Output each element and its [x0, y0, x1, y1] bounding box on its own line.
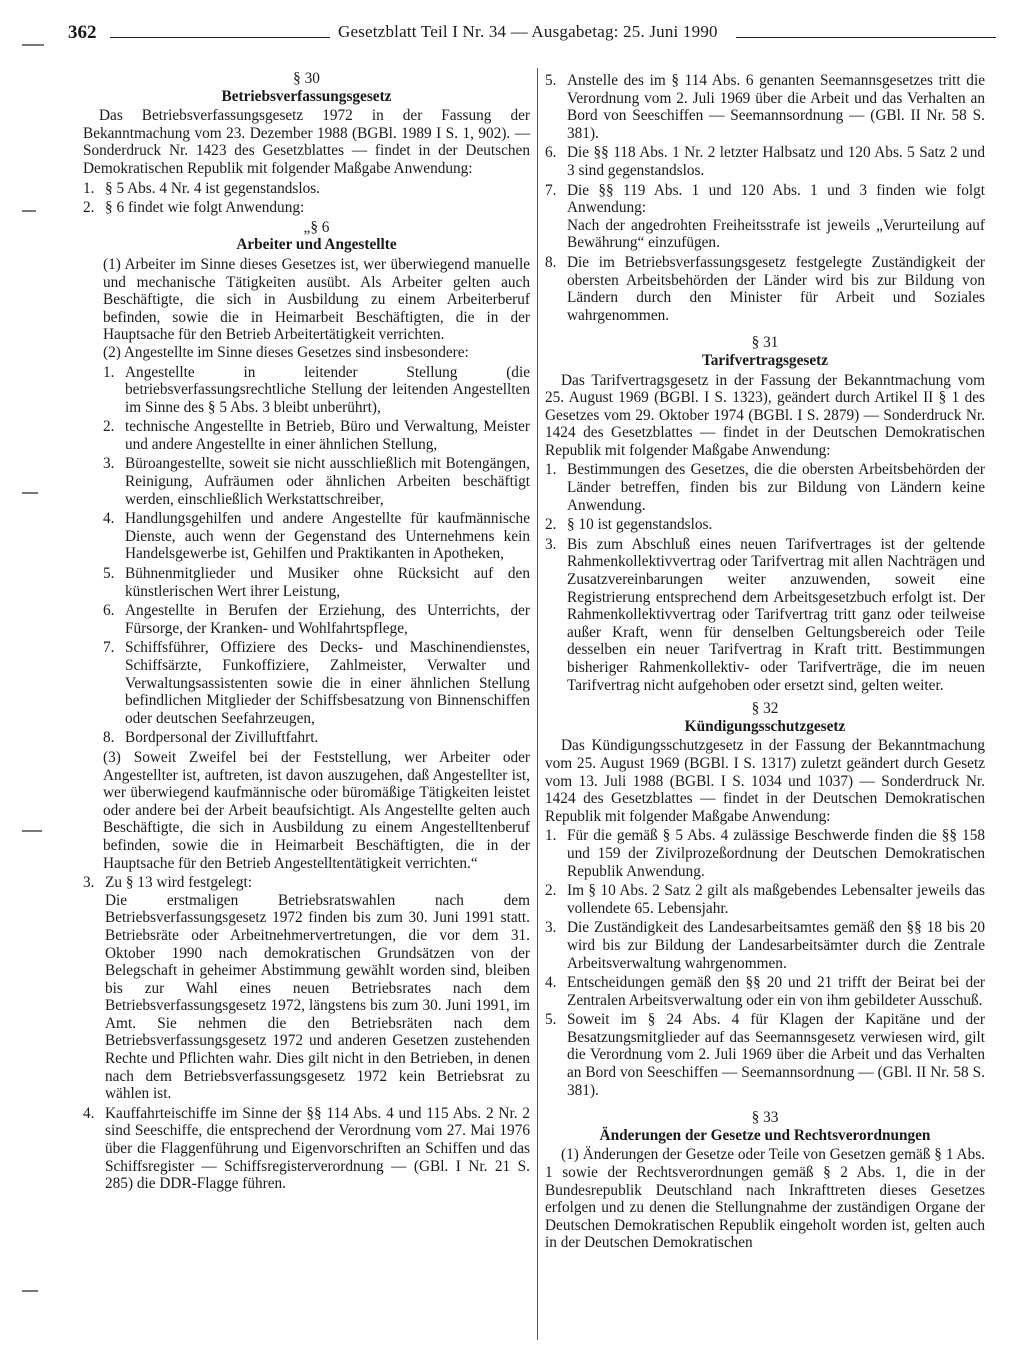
- page-header: [68, 22, 988, 48]
- paragraph: (1) Änderungen der Gesetze oder Teile von Gesetzen gemäß § 1 Abs. 1 sowie der Rechtsverordnungen gemäß § 2 Abs. 1, die in der Bundesrepublik Deutschland nach Inkrafttreten dieses Gesetzes erfolgen und zu denen die Stellungnahme der zuständigen Organe der Deutschen Demokratischen Republik eingeholt worden ist, gelten auch in der Deutschen Demokratischen: [545, 1146, 985, 1252]
- item-text: Schiffsführer, Offiziere des Decks- und Maschinendienstes, Schiffsärzte, Funkoffiziere, Zahlmeister, Verwalter und Verwaltungsassistenten sowie die in einer ähnlichen Stellung befindlichen Mitglieder der Schiffsbesatzung von Binnenschiffen oder deutschen Seefahrzeugen,: [125, 639, 530, 727]
- running-head: Gesetzblatt Teil I Nr. 34 — Ausgabetag: 25. Juni 1990: [338, 22, 718, 41]
- list-item: [103, 364, 530, 417]
- paragraph: (3) Soweit Zweifel bei der Feststellung, wer Arbeiter oder Angestellter ist, auftreten, ist davon auszugehen, daß Angestellter ist, wer überwiegend kaufmännische oder büromäßige Tätigkeiten leistet oder andere bei der Arbeit beaufsichtigt. Als Angestellte gelten auch Beschäftigte, die sich in Ausbildung zu einem Angestelltenberuf befinden, sowie die in Heimarbeit Beschäftigten, die in der Hauptsache für den Betrieb Angestelltentätigkeit verrichten.“: [103, 748, 530, 872]
- item-text: Büroangestellte, soweit sie nicht ausschließlich mit Botengängen, Reinigung, Aufräumen oder ähnlichen Arbeiten beschäftigt werden, einschließlich Werkstattschreiber,: [125, 455, 530, 508]
- margin-mark: [22, 1290, 38, 1292]
- list-item: [103, 510, 530, 563]
- item-number: 6.: [103, 602, 115, 620]
- list-item: [545, 974, 985, 1009]
- item-text: Für die gemäß § 5 Abs. 4 zulässige Beschwerde finden die §§ 158 und 159 der Zivilprozeßordnung der Deutschen Demokratischen Republik Anwendung.: [567, 827, 985, 880]
- margin-mark: [22, 830, 42, 832]
- section-title: Betriebsverfassungsgesetz: [221, 87, 392, 105]
- item-text: § 6 findet wie folgt Anwendung:: [105, 199, 305, 217]
- section-intro: Das Tarifvertragsgesetz in der Fassung der Bekanntmachung vom 25. August 1969 (BGBl. I S. 1323), geändert durch Artikel II § 1 des Gesetzes vom 29. Oktober 1974 (BGBl. I S. 2879) — Sonderdruck Nr. 1424 des Gesetzblattes — findet in der Deutschen Demokratischen Republik mit folgender Maßgabe Anwendung:: [545, 371, 985, 459]
- item-text: Entscheidungen gemäß den §§ 20 und 21 trifft der Beirat bei der Zentralen Arbeitsverwaltung oder ein von ihm gebildeter Ausschuß.: [567, 974, 985, 1009]
- list-item: [545, 882, 985, 917]
- list-item: [545, 72, 985, 142]
- section-intro: Das Kündigungsschutzgesetz in der Fassung der Bekanntmachung vom 25. August 1969 (BGBl. I S. 1317) zuletzt geändert durch Gesetz vom 13. Juli 1988 (BGBl. I S. 1034 und 1037) — Sonderdruck Nr. 1424 des Gesetzblattes — findet in der Deutschen Demokratischen Republik mit folgender Maßgabe Anwendung:: [545, 737, 985, 825]
- section-heading: § 31: [751, 334, 779, 352]
- list-item: [545, 1011, 985, 1099]
- list-item: [103, 565, 530, 600]
- item-text: Die Zuständigkeit des Landesarbeitsamtes gemäß den §§ 18 bis 20 wird bis zur Bildung der Landesarbeitsämter durch die Zentrale Arbeitsverwaltung wahrgenommen.: [567, 919, 985, 972]
- item-lead: Die §§ 119 Abs. 1 und 120 Abs. 1 und 3 finden wie folgt Anwendung:: [567, 181, 985, 217]
- list-item: [103, 639, 530, 727]
- header-rule-left: [110, 37, 330, 38]
- item-text: Bordpersonal der Zivilluftfahrt.: [125, 729, 319, 747]
- list-item: [545, 516, 985, 534]
- list-item: [83, 180, 530, 198]
- item-number: 2.: [545, 882, 557, 900]
- item-text: Im § 10 Abs. 2 Satz 2 gilt als maßgebendes Lebensalter jeweils das vollendete 65. Lebensjahr.: [567, 882, 985, 917]
- list-item: [103, 602, 530, 637]
- list-item: [83, 199, 530, 217]
- item-number: 3.: [103, 455, 115, 473]
- list-item: [545, 254, 985, 324]
- page-number: 362: [68, 22, 97, 43]
- quoted-section: [103, 219, 530, 872]
- right-column: [545, 70, 985, 1252]
- item-text: § 5 Abs. 4 Nr. 4 ist gegenstandslos.: [105, 179, 321, 197]
- item-number: 7.: [545, 181, 557, 199]
- list-item: [545, 461, 985, 514]
- item-number: 4.: [103, 510, 115, 528]
- list-item: [545, 182, 985, 252]
- quoted-section-title: Arbeiter und Angestellte: [236, 236, 397, 254]
- item-number: 2.: [545, 516, 557, 534]
- item-text: [567, 182, 985, 252]
- list-item: [545, 827, 985, 880]
- item-text: Die §§ 118 Abs. 1 Nr. 2 letzter Halbsatz und 120 Abs. 5 Satz 2 und 3 sind gegenstandslos.: [567, 144, 985, 179]
- list-item: [545, 144, 985, 179]
- quoted-section-heading: „§ 6: [303, 218, 330, 236]
- section-title: Kündigungsschutzgesetz: [684, 717, 846, 735]
- item-text: Angestellte in leitender Stellung (die betriebsverfassungsrechtliche Stellung der leitenden Angestellten im Sinne des § 5 Abs. 3 bleibt unberührt),: [125, 363, 530, 416]
- item-number: 2.: [103, 418, 115, 436]
- list-item: [103, 418, 530, 453]
- margin-mark: [22, 44, 44, 46]
- item-number: 1.: [83, 179, 95, 197]
- section-title: Änderungen der Gesetze und Rechtsverordnungen: [599, 1126, 931, 1144]
- paragraph: (1) Arbeiter im Sinne dieses Gesetzes ist, wer überwiegend manuelle und mechanische Tätigkeiten ausübt. Als Arbeiter gelten auch Beschäftigte, die sich in Ausbildung zu einem Arbeiterberuf befinden, sowie die in Heimarbeit Beschäftigten, die in der Hauptsache für den Betrieb Arbeitertätigkeit verrichten.: [103, 255, 530, 344]
- header-rule-right: [736, 37, 996, 38]
- item-text: [105, 874, 530, 1103]
- section-heading: § 32: [751, 700, 779, 718]
- list-item: [545, 536, 985, 694]
- item-text: technische Angestellte in Betrieb, Büro und Verwaltung, Meister und andere Angestellte in einer ähnlichen Stellung,: [125, 418, 530, 453]
- column-separator: [537, 68, 538, 1340]
- item-text: Kauffahrteischiffe im Sinne der §§ 114 Abs. 4 und 115 Abs. 2 Nr. 2 sind Seeschiffe, die entsprechend der Verordnung vom 27. Mai 1976 über die Flaggenführung und Eigenvorschriften an Schiffen und das Schiffsregister — Schiffsregisterverordnung — (GBl. I Nr. 21 S. 285) die DDR-Flagge führen.: [105, 1104, 530, 1193]
- item-number: 1.: [103, 363, 115, 381]
- item-text: Angestellte in Berufen der Erziehung, des Unterrichts, der Fürsorge, der Kranken- und Wohlfahrtspflege,: [125, 602, 530, 637]
- item-text: Anstelle des im § 114 Abs. 6 genanten Seemannsgesetzes tritt die Verordnung vom 2. Juli 1969 über die Arbeit und das Verhalten an Bord von Seeschiffen — Seemannsordnung — (GBl. II Nr. 58 S. 381).: [567, 72, 985, 142]
- item-number: 8.: [545, 253, 557, 271]
- margin-mark: [22, 492, 38, 494]
- item-number: 5.: [545, 1011, 557, 1029]
- item-number: 1.: [545, 827, 557, 845]
- item-number: 4.: [545, 974, 557, 992]
- item-number: 2.: [83, 199, 95, 217]
- item-body: Die erstmaligen Betriebsratswahlen nach dem Betriebsverfassungsgesetz 1972 finden bis zum 30. Juni 1991 statt. Betriebsräte oder Arbeitnehmervertretungen, die vor dem 31. Oktober 1990 nach demokratischen Grundsätzen von der Belegschaft in geheimer Abstimmung gewählt worden sind, bleiben bis zur Wahl eines neuen Betriebsrates nach dem Betriebsverfassungsgesetz 1972, längstens bis zum 30. Juni 1991, im Amt. Sie nehmen die den Betriebsräten nach dem Betriebsverfassungsgesetz 1972 und anderen Gesetzen zustehenden Rechte und Pflichten wahr. Dies gilt nicht in den Betrieben, in denen nach dem Betriebsverfassungsgesetz 1972 kein Betriebsrat zu wählen ist.: [105, 891, 530, 1103]
- margin-mark: [22, 210, 36, 212]
- item-lead: Zu § 13 wird festgelegt:: [105, 874, 252, 892]
- item-number: 6.: [545, 144, 557, 162]
- paragraph: (2) Angestellte im Sinne dieses Gesetzes sind insbesondere:: [103, 343, 469, 361]
- item-number: 1.: [545, 461, 557, 479]
- item-number: 3.: [545, 919, 557, 937]
- item-text: Die im Betriebsverfassungsgesetz festgelegte Zuständigkeit der obersten Arbeitsbehörden der Länder wird bis zur Bildung von Ländern durch den Minister für Arbeit und Soziales wahrgenommen.: [567, 253, 985, 324]
- item-text: Bestimmungen des Gesetzes, die die obersten Arbeitsbehörden der Länder betreffen, finden bis zur Bildung von Ländern keine Anwendung.: [567, 461, 985, 514]
- section-intro: Das Betriebsverfassungsgesetz 1972 in der Fassung der Bekanntmachung vom 23. Dezember 1988 (BGBl. 1989 I S. 1, 902). — Sonderdruck Nr. 1423 des Gesetzblattes — findet in der Deutschen Demokratischen Republik mit folgender Maßgabe Anwendung:: [83, 107, 530, 177]
- item-number: 5.: [545, 72, 557, 89]
- item-number: 4.: [83, 1104, 95, 1122]
- item-number: 3.: [83, 874, 95, 892]
- item-text: Bis zum Abschluß eines neuen Tarifvertrages ist der geltende Rahmenkollektivvertrag oder Tarifvertrag mit allen Nachträgen und Zusatzvereinbarungen weiter anzuwenden, soweit eine Registrierung entsprechend dem Arbeitsgesetzbuch erfolgt ist. Der Rahmenkollektivvertrag oder Tarifvertrag tritt ganz oder teilweise außer Kraft, wenn für denselben Geltungsbereich oder Teile desselben ein neuer Tarifvertrag in Kraft tritt. Bestimmungen bisheriger Rahmenkollektiv- oder Tarifverträge, die im neuen Tarifvertrag nicht aufgehoben oder ersetzt sind, gelten weiter.: [567, 535, 985, 694]
- item-text: Soweit im § 24 Abs. 4 für Klagen der Kapitäne und der Besatzungsmitglieder auf das Seemannsgesetz verwiesen wird, gilt die Verordnung vom 2. Juli 1969 über die Arbeit und das Verhalten an Bord von Seeschiffen — Seemannsordnung — (GBl. II Nr. 58 S. 381).: [567, 1011, 985, 1099]
- item-number: 3.: [545, 535, 557, 553]
- item-number: 5.: [103, 565, 115, 583]
- list-item: [83, 1105, 530, 1193]
- list-item: [545, 919, 985, 972]
- list-item: [103, 455, 530, 508]
- section-heading: § 33: [751, 1109, 779, 1127]
- list-item: [83, 874, 530, 1103]
- section-title: Tarifvertragsgesetz: [701, 351, 828, 369]
- item-text: Bühnenmitglieder und Musiker ohne Rücksicht auf den künstlerischen Wert ihrer Leistung,: [125, 565, 530, 600]
- section-heading: § 30: [293, 70, 320, 87]
- item-text: § 10 ist gegenstandslos.: [567, 516, 713, 534]
- left-column: [83, 70, 530, 1195]
- item-number: 7.: [103, 639, 115, 657]
- item-text: Handlungsgehilfen und andere Angestellte für kaufmännische Dienste, auch wenn der Gegenstand des Unternehmens kein Handelsgewerbe ist, Gehilfen und Praktikanten in Apotheken,: [125, 510, 530, 563]
- list-item: [103, 729, 530, 747]
- item-body: Nach der angedrohten Freiheitsstrafe ist jeweils „Verurteilung auf Bewährung“ einzufügen.: [567, 216, 985, 252]
- item-number: 8.: [103, 729, 115, 747]
